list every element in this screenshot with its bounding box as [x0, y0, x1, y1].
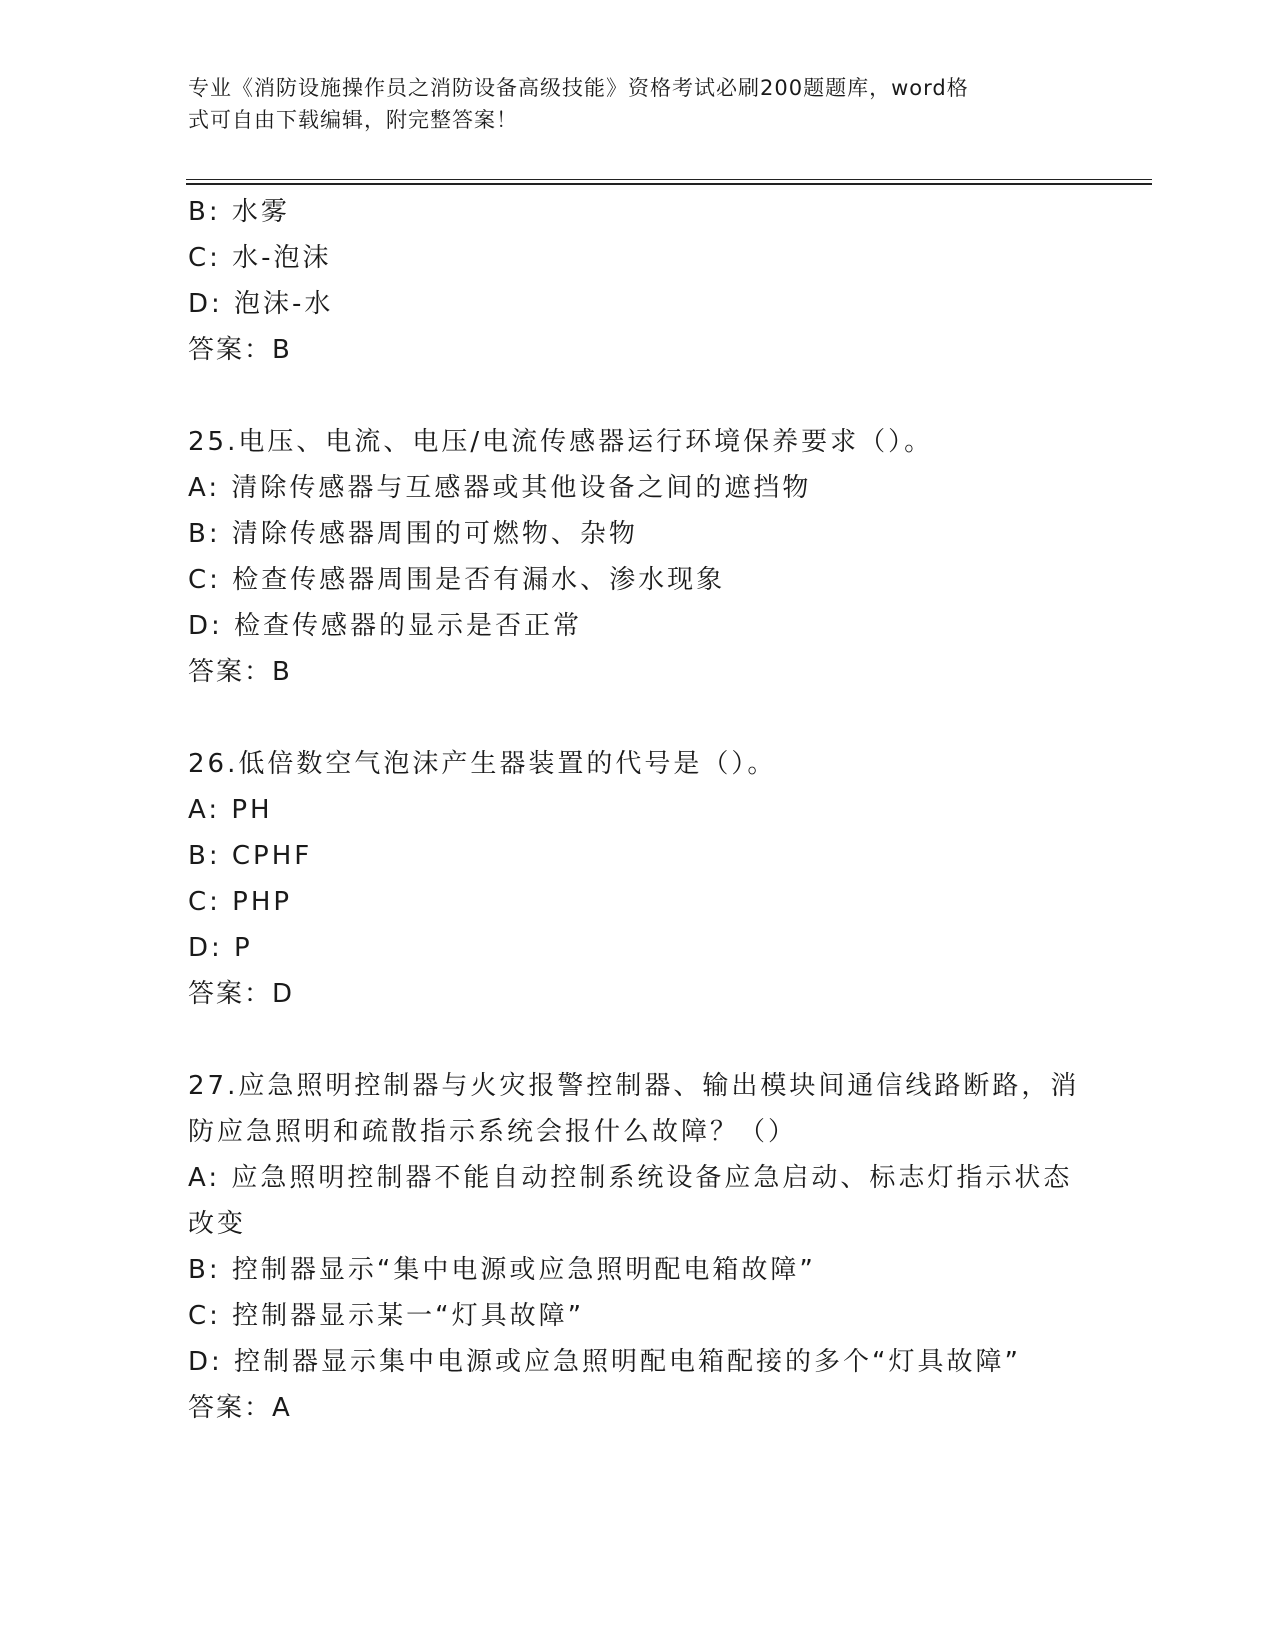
question-26 — [188, 741, 1088, 1017]
question-text: 26.低倍数空气泡沫产生器装置的代号是（）。 — [188, 749, 777, 779]
header-line-1: 专业《消防设施操作员之消防设备高级技能》资格考试必刷200题题库，word格 — [188, 76, 969, 100]
question-25 — [188, 419, 1088, 695]
option-d: D: 检查传感器的显示是否正常 — [188, 611, 583, 641]
option-c: C: 检查传感器周围是否有漏水、渗水现象 — [188, 565, 726, 595]
question-text-line-1: 27.应急照明控制器与火灾报警控制器、输出模块间通信线路断路，消 — [188, 1071, 1080, 1101]
option-b: B: 水雾 — [188, 197, 290, 227]
prev-question-block — [188, 189, 1088, 373]
answer-line: 答案：B — [188, 657, 292, 687]
option-d: D: P — [188, 933, 253, 963]
option-b: B: 控制器显示“集中电源或应急照明配电箱故障” — [188, 1255, 816, 1285]
header-divider-thick — [186, 183, 1152, 185]
answer-line: 答案：D — [188, 979, 295, 1009]
header-line-2: 式可自由下载编辑，附完整答案！ — [188, 108, 518, 132]
option-a: A: PH — [188, 795, 273, 825]
option-c: C: 控制器显示某一“灯具故障” — [188, 1301, 585, 1331]
option-a: A: 清除传感器与互感器或其他设备之间的遮挡物 — [188, 473, 812, 503]
spacer — [188, 695, 1088, 741]
answer-line: 答案：B — [188, 335, 292, 365]
question-text-line-2: 防应急照明和疏散指示系统会报什么故障？（） — [188, 1117, 798, 1147]
option-d: D: 控制器显示集中电源或应急照明配电箱配接的多个“灯具故障” — [188, 1347, 1021, 1377]
option-d: D: 泡沫-水 — [188, 289, 334, 319]
answer-line: 答案：A — [188, 1393, 292, 1423]
question-text: 25.电压、电流、电压/电流传感器运行环境保养要求（）。 — [188, 427, 934, 457]
question-27 — [188, 1063, 1088, 1431]
question-list — [188, 189, 1088, 1431]
option-c: C: 水-泡沫 — [188, 243, 332, 273]
option-b: B: CPHF — [188, 841, 313, 871]
document-header — [188, 72, 1068, 136]
option-c: C: PHP — [188, 887, 293, 917]
header-divider-thin — [186, 179, 1152, 180]
spacer — [188, 373, 1088, 419]
option-b: B: 清除传感器周围的可燃物、杂物 — [188, 519, 638, 549]
option-a-line-1: A: 应急照明控制器不能自动控制系统设备应急启动、标志灯指示状态 — [188, 1163, 1073, 1193]
option-a-line-2: 改变 — [188, 1209, 247, 1239]
spacer — [188, 1017, 1088, 1063]
